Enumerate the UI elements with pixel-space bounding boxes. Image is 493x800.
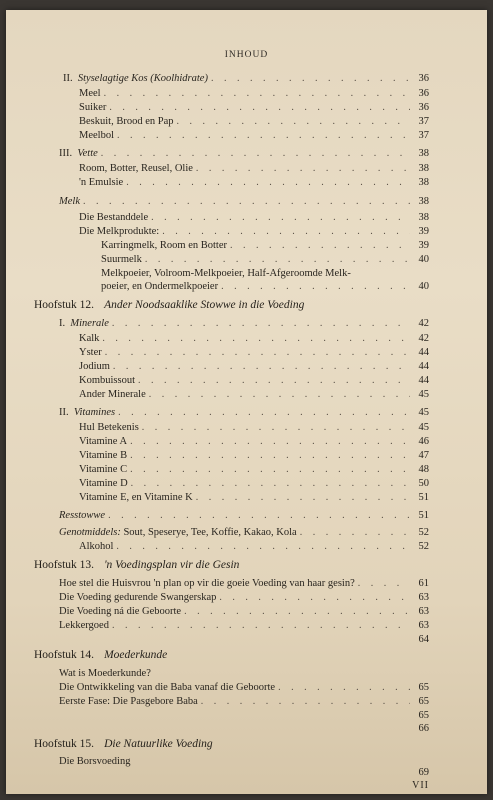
toc-entry-swangerskap[interactable] xyxy=(59,591,429,604)
page-number: 52 xyxy=(418,527,429,538)
page-number: 64 xyxy=(418,634,429,645)
book-page xyxy=(6,10,487,794)
page-number: 65 xyxy=(418,710,429,721)
section-title: Vitamines xyxy=(73,407,116,418)
page-number: 48 xyxy=(418,464,429,475)
leader-dots xyxy=(300,526,410,539)
folio-number: VII xyxy=(412,780,429,791)
page-number: 39 xyxy=(418,240,429,251)
toc-entry-vitamine-e[interactable] xyxy=(79,491,429,504)
entry-label-group xyxy=(59,147,98,160)
section-title: Melk xyxy=(59,196,80,207)
toc-entry-koolhidrate[interactable] xyxy=(63,72,429,85)
page-number: 40 xyxy=(418,281,429,292)
entry-label-group xyxy=(59,317,109,330)
entry-label-group xyxy=(59,526,297,539)
leader-dots xyxy=(104,87,410,100)
entry-label: Suurmelk xyxy=(101,254,142,265)
page-number: 51 xyxy=(418,492,429,503)
entry-label: Vitamine C xyxy=(79,464,128,475)
leader-dots xyxy=(116,540,410,553)
page-heading: INHOUD xyxy=(224,50,269,60)
page-number: 45 xyxy=(418,389,429,400)
entry-label: Vitamine A xyxy=(79,436,128,447)
entry-label: Karringmelk, Room en Botter xyxy=(101,240,227,251)
page-number: 36 xyxy=(418,73,429,84)
leader-dots xyxy=(196,162,410,175)
toc-entry-suiker[interactable] xyxy=(79,101,429,114)
chapter-title: Ander Noodsaaklike Stowwe in die Voeding xyxy=(104,299,305,311)
chapter-number: Hoofstuk 15. xyxy=(34,738,95,750)
entry-label: Die Voeding gedurende Swangerskap xyxy=(59,592,217,603)
page-number: 65 xyxy=(418,696,429,707)
section-title: Resstowwe xyxy=(59,510,106,521)
leader-dots xyxy=(83,195,410,208)
toc-entry-vitamine-a[interactable] xyxy=(79,435,429,448)
section-title: Minerale xyxy=(70,318,109,329)
toc-entry-karringmelk[interactable] xyxy=(101,239,429,252)
toc-entry-jodium[interactable] xyxy=(79,360,429,373)
toc-entry-suurmelk[interactable] xyxy=(101,253,429,266)
leader-dots xyxy=(358,577,410,590)
toc-entry-melkpoeier[interactable] xyxy=(101,280,429,293)
toc-entry-na-geboorte[interactable] xyxy=(59,605,429,618)
leader-dots xyxy=(113,360,410,373)
toc-entry-bestanddele[interactable] xyxy=(79,211,429,224)
chapter-title: 'n Voedingsplan vir die Gesin xyxy=(104,559,240,571)
section-roman: III. xyxy=(59,148,73,159)
leader-dots xyxy=(145,253,410,266)
toc-entry-lekkergoed[interactable] xyxy=(59,619,429,632)
page-number: 42 xyxy=(418,318,429,329)
page-number: 39 xyxy=(418,226,429,237)
page-number: 42 xyxy=(418,333,429,344)
toc-entry-vitamine-c[interactable] xyxy=(79,463,429,476)
entry-label: 'n Emulsie xyxy=(79,177,124,188)
page-number: 36 xyxy=(418,102,429,113)
entry-label: Jodium xyxy=(79,361,110,372)
page-number: 44 xyxy=(418,361,429,372)
entry-label-group xyxy=(63,72,208,85)
toc-entry-genotmiddels[interactable] xyxy=(59,526,429,539)
page-number: 51 xyxy=(418,510,429,521)
entry-label: Die Voeding ná die Geboorte xyxy=(59,606,182,617)
entry-label: Meelbol xyxy=(79,130,114,141)
leader-dots xyxy=(105,346,410,359)
leader-dots xyxy=(219,591,410,604)
leader-dots xyxy=(278,681,410,694)
entry-label: Die Ontwikkeling van die Baba vanaf die Geboorte xyxy=(59,682,276,693)
toc-entry-melk[interactable] xyxy=(59,195,429,208)
section-roman: I. xyxy=(59,318,66,329)
leader-dots xyxy=(196,491,410,504)
toc-entry-vitamines[interactable] xyxy=(59,406,429,419)
page-number: 52 xyxy=(418,541,429,552)
page-number: 63 xyxy=(418,592,429,603)
chapter-15-heading[interactable] xyxy=(34,738,213,750)
entry-label: Beskuit, Brood en Pap xyxy=(79,116,174,127)
entry-label: Suiker xyxy=(79,102,107,113)
chapter-13-heading[interactable] xyxy=(34,559,239,571)
page-number: 69 xyxy=(418,767,429,778)
leader-dots xyxy=(109,101,410,114)
page-number: 46 xyxy=(418,436,429,447)
page-number: 44 xyxy=(418,375,429,386)
entry-label: Meel xyxy=(79,88,101,99)
toc-entry-eerste-fase[interactable] xyxy=(59,695,429,708)
toc-entry-vitamine-b[interactable] xyxy=(79,449,429,462)
leader-dots xyxy=(230,239,410,252)
leader-dots xyxy=(211,72,410,85)
entry-label-group xyxy=(59,406,115,419)
toc-entry-ander-minerale[interactable] xyxy=(79,388,429,401)
page-number: 63 xyxy=(418,606,429,617)
toc-entry-alkohol[interactable] xyxy=(79,540,429,553)
entry-label: Vitamine D xyxy=(79,478,128,489)
leader-dots xyxy=(130,449,410,462)
entry-label: Sout, Speserye, Tee, Koffie, Kakao, Kola xyxy=(120,527,297,538)
chapter-number: Hoofstuk 14. xyxy=(34,649,95,661)
entry-label: Ander Minerale xyxy=(79,389,146,400)
leader-dots xyxy=(108,509,410,522)
leader-dots xyxy=(102,332,410,345)
entry-label: Die Bestanddele xyxy=(79,212,149,223)
entry-label: Eerste Fase: Die Pasgebore Baba xyxy=(59,696,198,707)
entry-label: Yster xyxy=(79,347,102,358)
leader-dots xyxy=(126,176,410,189)
section-roman: II. xyxy=(59,407,69,418)
toc-entry-kombuissout[interactable] xyxy=(79,374,429,387)
leader-dots xyxy=(177,115,411,128)
toc-entry-hul-betekenis[interactable] xyxy=(79,421,429,434)
page-number: 37 xyxy=(418,130,429,141)
chapter-title: Moederkunde xyxy=(104,649,168,661)
leader-dots xyxy=(130,435,410,448)
leader-dots xyxy=(149,388,410,401)
section-roman: II. xyxy=(63,73,73,84)
toc-entry-melkpoeier-line1[interactable]: Melkpoeier, Volroom-Melkpoeier, Half-Afgeroomde Melk- xyxy=(101,268,351,279)
toc-entry-meel[interactable] xyxy=(79,87,429,100)
toc-entry-minerale[interactable] xyxy=(59,317,429,330)
toc-entry-beskuit[interactable] xyxy=(79,115,429,128)
entry-label: Lekkergoed xyxy=(59,620,109,631)
entry-label: Room, Botter, Reusel, Olie xyxy=(79,163,193,174)
leader-dots xyxy=(112,619,410,632)
entry-label: poeier, en Ondermelkpoeier xyxy=(101,281,219,292)
entry-label: Hul Betekenis xyxy=(79,422,139,433)
toc-entry-vitamine-d[interactable] xyxy=(79,477,429,490)
page-number: 44 xyxy=(418,347,429,358)
toc-entry-vette[interactable] xyxy=(59,147,429,160)
entry-label: Kombuissout xyxy=(79,375,136,386)
leader-dots xyxy=(101,147,410,160)
toc-entry-melkprodukte[interactable] xyxy=(79,225,429,238)
toc-entry-meelbol[interactable] xyxy=(79,129,429,142)
chapter-number: Hoofstuk 12. xyxy=(34,299,95,311)
leader-dots xyxy=(117,129,410,142)
leader-dots xyxy=(112,317,410,330)
entry-label: Die Melkprodukte: xyxy=(79,226,160,237)
toc-entry-borsvoeding[interactable]: Die Borsvoeding xyxy=(59,756,131,767)
toc-entry-ontwikkeling[interactable] xyxy=(59,681,429,694)
page-number: 45 xyxy=(418,422,429,433)
leader-dots xyxy=(142,421,410,434)
toc-entry-hoe-stel[interactable] xyxy=(59,577,429,590)
section-title: Vette xyxy=(77,148,98,159)
page-number: 38 xyxy=(418,163,429,174)
chapter-14-heading[interactable] xyxy=(34,649,167,661)
page-number: 50 xyxy=(418,478,429,489)
chapter-title: Die Natuurlike Voeding xyxy=(104,738,213,750)
toc-entry-room[interactable] xyxy=(79,162,429,175)
page-number: 38 xyxy=(418,212,429,223)
entry-label: Kalk xyxy=(79,333,100,344)
section-title: Genotmiddels: xyxy=(59,527,121,538)
page-number: 36 xyxy=(418,88,429,99)
leader-dots xyxy=(184,605,410,618)
chapter-12-heading[interactable] xyxy=(34,299,304,311)
entry-label: Vitamine E, en Vitamine K xyxy=(79,492,193,503)
toc-entry-resstowwe[interactable] xyxy=(59,509,429,522)
page-number: 38 xyxy=(418,196,429,207)
page-number: 63 xyxy=(418,620,429,631)
leader-dots xyxy=(162,225,410,238)
leader-dots xyxy=(201,695,410,708)
page-number: 47 xyxy=(418,450,429,461)
toc-entry-wat-is-moederkunde[interactable]: Wat is Moederkunde? xyxy=(59,668,151,679)
page-number: 65 xyxy=(418,682,429,693)
leader-dots xyxy=(221,280,410,293)
leader-dots xyxy=(118,406,410,419)
entry-label: Hoe stel die Huisvrou 'n plan op vir die goeie Voeding van haar gesin? xyxy=(59,578,355,589)
section-title: Styselagtige Kos (Koolhidrate) xyxy=(77,73,208,84)
toc-entry-emulsie[interactable] xyxy=(79,176,429,189)
entry-label: Vitamine B xyxy=(79,450,128,461)
toc-entry-yster[interactable] xyxy=(79,346,429,359)
chapter-number: Hoofstuk 13. xyxy=(34,559,95,571)
page-number: 38 xyxy=(418,177,429,188)
leader-dots xyxy=(151,211,410,224)
page-number: 38 xyxy=(418,148,429,159)
leader-dots xyxy=(131,477,410,490)
page-number: 37 xyxy=(418,116,429,127)
page-number: 61 xyxy=(418,578,429,589)
page-number: 40 xyxy=(418,254,429,265)
toc-entry-kalk[interactable] xyxy=(79,332,429,345)
leader-dots xyxy=(130,463,410,476)
page-number: 66 xyxy=(418,723,429,734)
page-number: 45 xyxy=(418,407,429,418)
entry-label: Alkohol xyxy=(79,541,114,552)
leader-dots xyxy=(138,374,410,387)
